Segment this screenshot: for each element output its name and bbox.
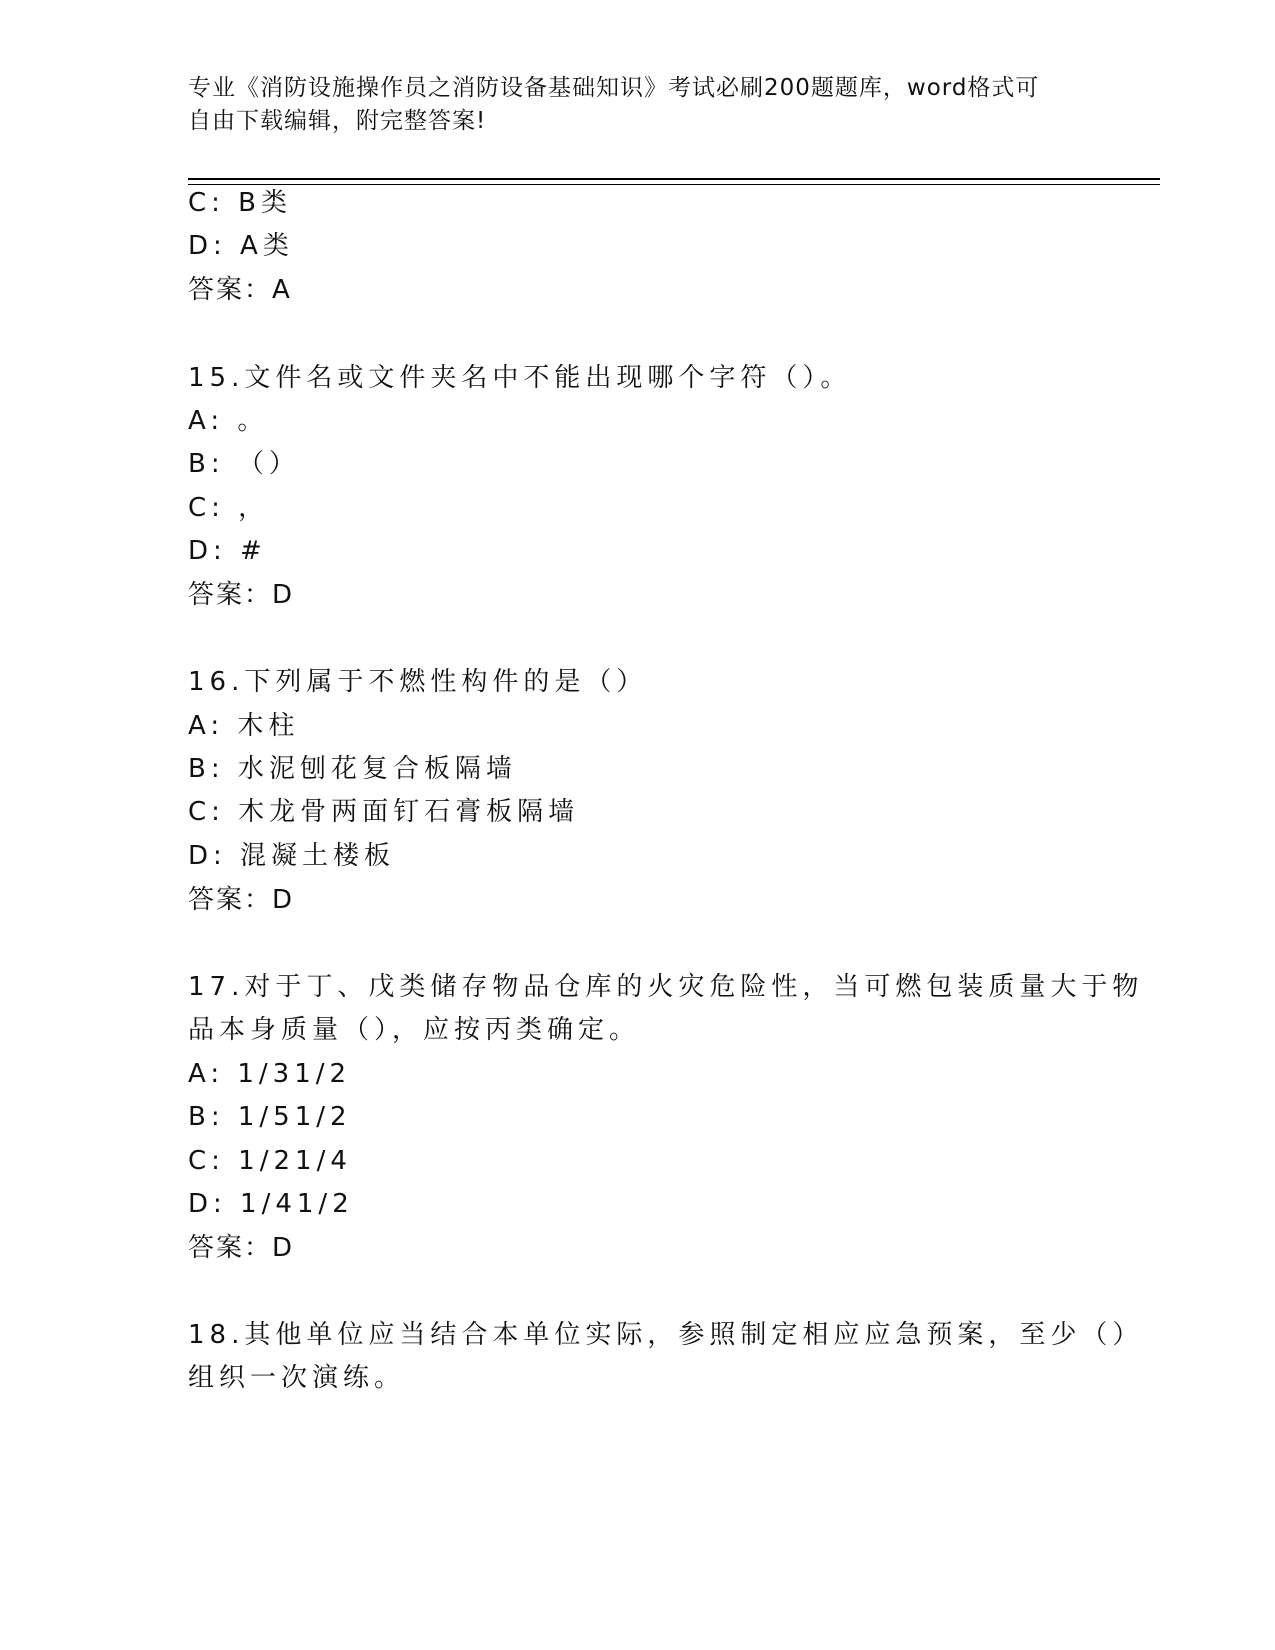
q16-question: 16.下列属于不燃性构件的是（） bbox=[188, 667, 648, 697]
prev-option-d: D: A类 bbox=[188, 231, 294, 261]
document-header bbox=[188, 72, 1068, 138]
q16-option-b: B: 水泥刨花复合板隔墙 bbox=[188, 754, 517, 784]
header-title-line-2: 自由下载编辑，附完整答案! bbox=[188, 108, 487, 134]
q16-answer: 答案：D bbox=[188, 885, 295, 915]
q18-question-line-1: 18.其他单位应当结合本单位实际，参照制定相应应急预案，至少（） bbox=[188, 1320, 1144, 1350]
q17-option-d: D: 1/41/2 bbox=[188, 1189, 354, 1219]
q17-option-b: B: 1/51/2 bbox=[188, 1102, 352, 1132]
q15-answer: 答案：D bbox=[188, 580, 295, 610]
prev-option-c: C: B类 bbox=[188, 188, 293, 218]
q16-option-d: D: 混凝土楼板 bbox=[188, 841, 396, 871]
q15-option-d: D: # bbox=[188, 536, 267, 566]
q17-question-line-2: 品本身质量（），应按丙类确定。 bbox=[188, 1015, 641, 1045]
header-title-line-1: 专业《消防设施操作员之消防设备基础知识》考试必刷200题题库，word格式可 bbox=[188, 75, 1040, 101]
q16-option-a: A: 木柱 bbox=[188, 711, 300, 741]
q15-option-a: A: 。 bbox=[188, 406, 269, 436]
prev-answer: 答案：A bbox=[188, 275, 292, 305]
q17-answer: 答案：D bbox=[188, 1233, 295, 1263]
q15-option-c: C: ， bbox=[188, 493, 270, 523]
q17-option-c: C: 1/21/4 bbox=[188, 1146, 352, 1176]
q18-question-line-2: 组织一次演练。 bbox=[188, 1363, 406, 1393]
q17-question-line-1: 17.对于丁、戊类储存物品仓库的火灾危险性，当可燃包装质量大于物 bbox=[188, 972, 1144, 1002]
q16-option-c: C: 木龙骨两面钉石膏板隔墙 bbox=[188, 797, 580, 827]
q15-option-b: B: （） bbox=[188, 449, 300, 479]
q17-option-a: A: 1/31/2 bbox=[188, 1059, 352, 1089]
header-divider-thin bbox=[188, 184, 1160, 185]
header-divider-thick bbox=[188, 178, 1160, 180]
q15-question: 15.文件名或文件夹名中不能出现哪个字符（）。 bbox=[188, 363, 852, 393]
